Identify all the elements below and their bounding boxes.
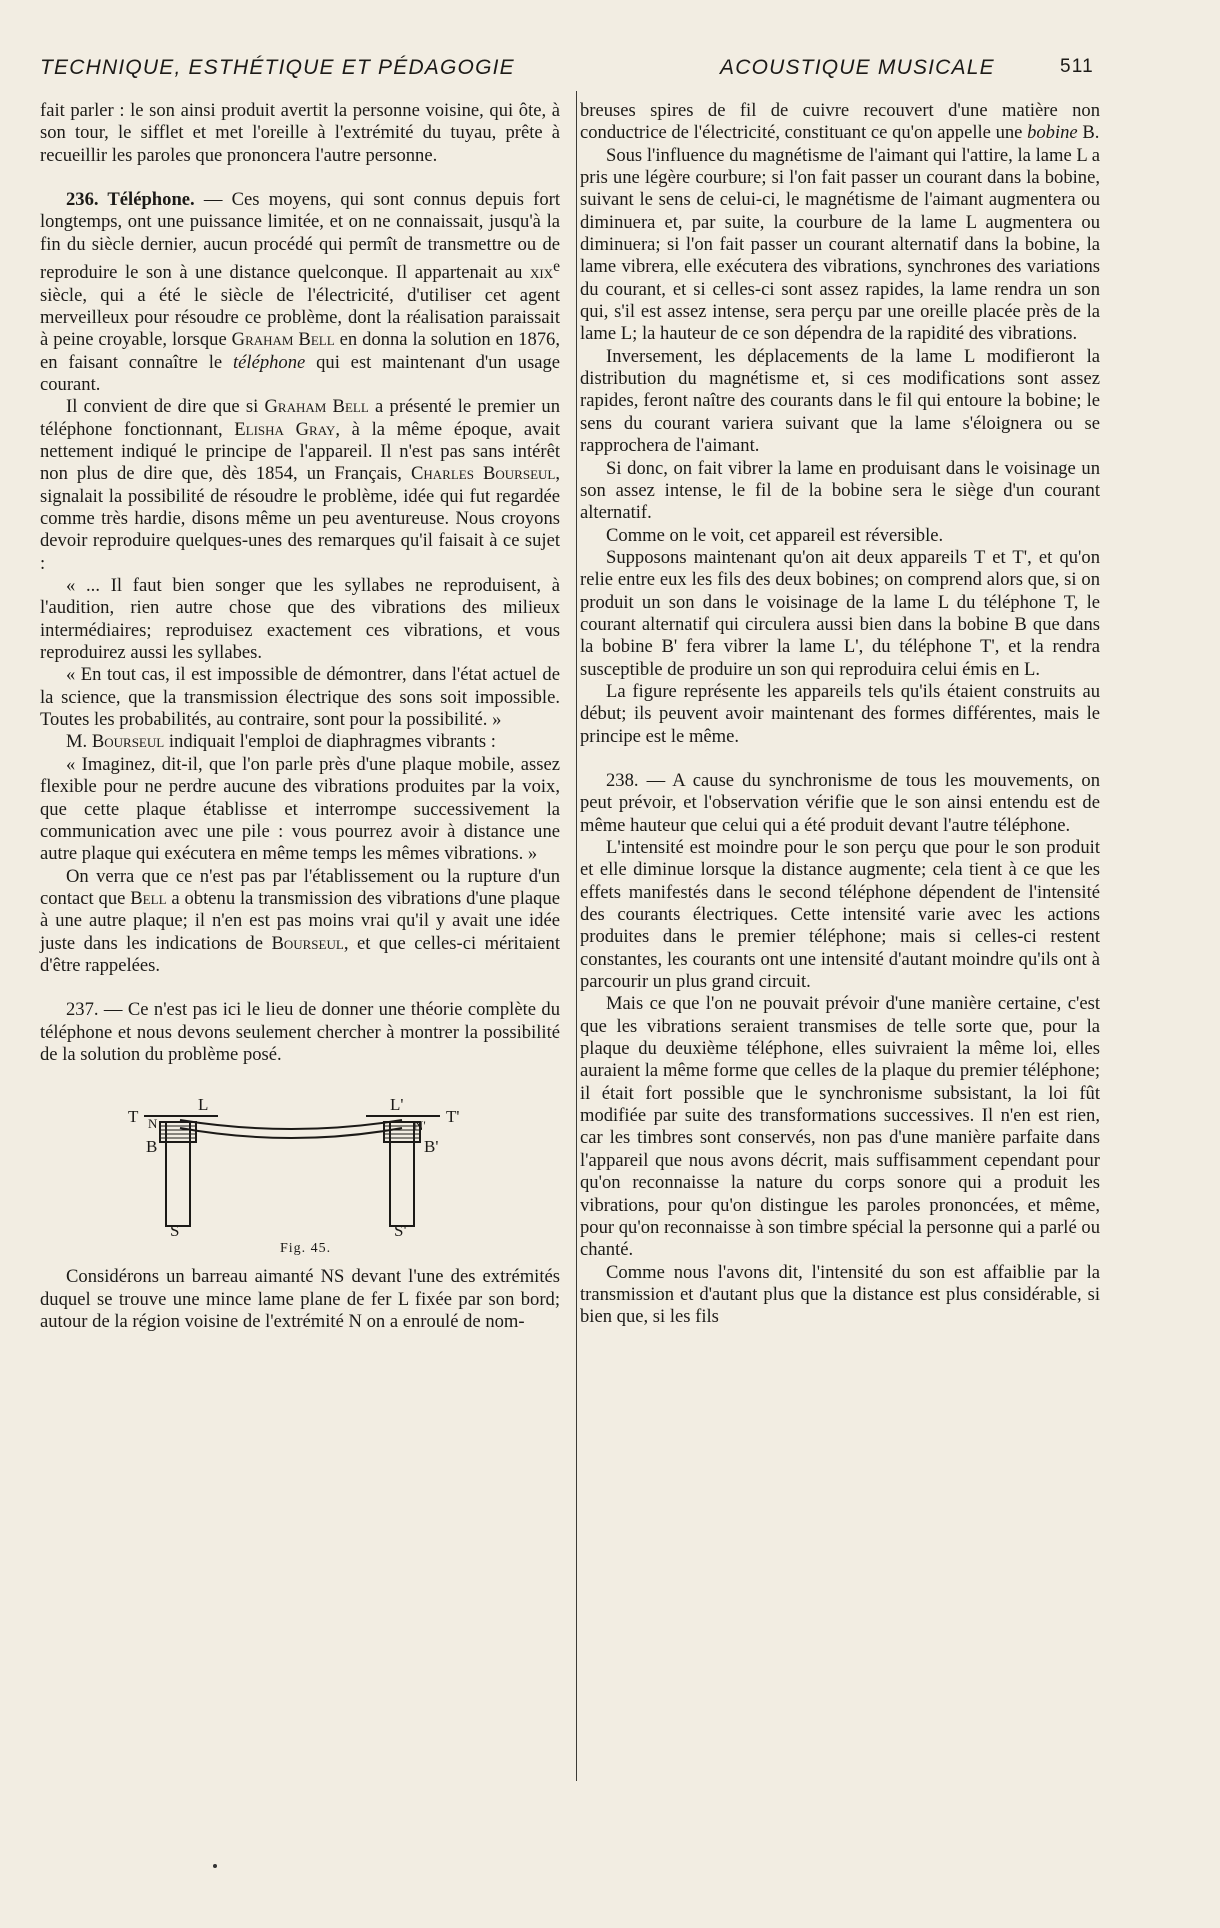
paragraph: Comme on le voit, cet appareil est réversible. bbox=[606, 524, 944, 546]
figure-45-drawing bbox=[40, 1076, 560, 1236]
section-236: 236. Téléphone. — Ces moyens, qui sont connus depuis fort longtemps, ont une puissance limitée, et on ne connaissait, jusqu'à la fin du siècle dernier, aucun procédé qui permît de transmettre ou de reproduire le son à une distance quelconque. Il appartenait au xix$^e$ siècle, qui a été le siècle de l'électricité, d'utiliser cet agent merveilleux pour résoudre ce problème, dont la réalisation paraissait à peine croyable, lorsque Graham Bell en donna la solution en 1876, en faisant connaître le téléphone qui est maintenant d'un usage courant. bbox=[40, 189, 560, 395]
column-divider bbox=[576, 91, 577, 1781]
label-l-prime: L' bbox=[390, 1095, 404, 1115]
label-n-prime: N' bbox=[414, 1118, 426, 1134]
paragraph: Inversement, les déplacements de la lame L modifieront la distribution du magnétisme et, si ces modifications sont assez rapides, feront naître des courants dans le fil qui entoure la bobine; le sens du courant variera suivant que la lame s'éloignera ou se rapprochera de l'aimant. bbox=[580, 345, 1100, 457]
wire-top bbox=[180, 1120, 402, 1129]
page-number: 511 bbox=[1060, 56, 1094, 77]
quote: « Imaginez, dit-il, que l'on parle près d'une plaque mobile, assez flexible pour ne perdre aucune des vibrations produites par la voix, que cette plaque établisse et interrompe successivement la communication avec une pile : vous pourrez avoir à distance une autre plaque qui exécutera en même temps les mêmes vibrations. » bbox=[40, 753, 560, 865]
paragraph: La figure représente les appareils tels qu'ils étaient construits au début; ils peuvent avoir maintenant des formes différentes, mais le principe est le même. bbox=[580, 680, 1100, 747]
person-name: Elisha Gray bbox=[234, 418, 336, 440]
header-left-title: TECHNIQUE, ESTHÉTIQUE ET PÉDAGOGIE bbox=[40, 56, 515, 79]
label-t-prime: T' bbox=[446, 1107, 460, 1127]
paragraph: Supposons maintenant qu'on ait deux appareils T et T', et qu'on relie entre eux les fils des deux bobines; on comprend alors que, si on produit un son dans le voisinage de la lame L du téléphone T, le courant alternatif qui circulera aussi bien dans la bobine B que dans la bobine B' fera vibrer la lame L', du téléphone T', et la rendra susceptible de produire un son qui reproduira celui émis en L. bbox=[580, 546, 1100, 680]
quote: « ... Il faut bien songer que les syllabes ne reproduisent, à l'audition, rien autre chose que des vibrations des milieux intermédiaires; reproduisez exactement ces vibrations, et vous reproduirez aussi les syllabes. bbox=[40, 575, 560, 664]
running-header bbox=[40, 56, 1120, 86]
figure-caption: Fig. 45. bbox=[280, 1241, 332, 1257]
person-name: Graham Bell bbox=[231, 329, 335, 351]
label-s-prime: S' bbox=[394, 1221, 407, 1237]
right-column bbox=[580, 100, 1100, 1329]
paragraph: L'intensité est moindre pour le son perçu que pour le son produit et elle diminue lorsque la distance augmente; cela tient à ce que les effets manifestés dans le second téléphone dépendent de l'intensité des courants électriques. Cette intensité varie avec les actions produites dans le premier téléphone; mais si celles-ci restent constantes, les courants ont une intensité d'autant moindre qu'ils ont à parcourir un plus grand circuit. bbox=[580, 837, 1100, 993]
paragraph: Considérons un barreau aimanté NS devant l'une des extrémités duquel se trouve une mince lame plane de fer L fixée par son bord; autour de la région voisine de l'extrémité N on a enroulé de nom- bbox=[40, 1266, 560, 1332]
telephone-diagram bbox=[40, 1076, 560, 1266]
section-heading: 236. Téléphone. bbox=[66, 189, 195, 211]
person-name: Bell bbox=[130, 887, 167, 909]
label-n: N bbox=[148, 1116, 158, 1132]
paragraph: M. Bourseul indiquait l'emploi de diaphragmes vibrants : bbox=[66, 731, 496, 753]
label-s: S bbox=[170, 1221, 180, 1237]
section-238: 238. — A cause du synchronisme de tous les mouvements, on peut prévoir, et l'observation vérifie que le son ainsi entendu est de même hauteur que celui qui a été produit devant l'autre téléphone. bbox=[580, 769, 1100, 836]
person-name: Bourseul bbox=[271, 932, 344, 954]
paragraph: On verra que ce n'est pas par l'établissement ou la rupture d'un contact que Bell a obtenu la transmission des vibrations d'une plaque à une autre plaque; il n'en est pas moins vrai qu'il y avait une idée juste dans les indications de Bourseul, et que celles-ci méritaient d'être rappelées. bbox=[40, 865, 560, 976]
label-t: T bbox=[128, 1107, 139, 1127]
person-name: Charles Bourseul bbox=[411, 463, 556, 485]
person-name: Graham Bell bbox=[264, 396, 369, 418]
person-name: Bourseul bbox=[91, 731, 165, 753]
label-l: L bbox=[198, 1095, 209, 1115]
paragraph: Sous l'influence du magnétisme de l'aimant qui l'attire, la lame L a pris une légère courbure; si l'on fait passer un courant dans la bobine, suivant le sens de celui-ci, le magnétisme de l'aimant augmentera ou diminuera et, par suite, la courbure de la lame L augmentera ou diminuera; si l'on fait passer un courant alternatif dans la bobine, la lame vibrera, elle exécutera des vibrations, synchrones des variations du courant, et si celles-ci sont assez rapides, la lame rendra un son qui, s'il est assez intense, sera perçu par une oreille placée près de la lame L; la hauteur de ce son dépendra de la rapidité des vibrations. bbox=[580, 144, 1100, 345]
section-237: 237. — Ce n'est pas ici le lieu de donner une théorie complète du téléphone et nous devons seulement chercher à montrer la possibilité de la solution du problème posé. bbox=[40, 999, 560, 1065]
paragraph: Comme nous l'avons dit, l'intensité du son est affaiblie par la transmission et d'autant plus que la distance est plus considérable, si bien que, si les fils bbox=[580, 1261, 1100, 1328]
paragraph: Mais ce que l'on ne pouvait prévoir d'une manière certaine, c'est que les vibrations seraient transmises de telle sorte que, pour la plaque du deuxième téléphone, elles suivraient la même loi, elles auraient la même forme que celles de la plaque du premier téléphone; il était fort possible que le synchronisme subsistant, la loi fût modifiée par suite des transformations successives. Il n'en est rien, car les timbres sont conservés, non pas d'une manière parfaite dans l'appareil que nous avons décrit, mais suffisamment cependant pour qu'on reconnaisse la nature du corps sonore qui a produit les vibrations, pour qu'on distingue les paroles prononcées, et même, pour qu'on reconnaisse à son timbre spécial la personne qui a parlé ou chanté. bbox=[580, 993, 1100, 1261]
paragraph: fait parler : le son ainsi produit avertit la personne voisine, qui ôte, à son tour, le sifflet et met l'oreille à l'extrémité du tuyau, prête à recueillir les paroles que prononcera l'autre personne. bbox=[40, 100, 560, 166]
header-right-title: ACOUSTIQUE MUSICALE bbox=[720, 56, 995, 79]
paragraph: Il convient de dire que si Graham Bell a présenté le premier un téléphone fonctionnant, Elisha Gray, à la même époque, avait nettement indiqué le principe de l'appareil. Il n'est pas sans intérêt non plus de dire que, dès 1854, un Français, Charles Bourseul, signalait la possibilité de résoudre le problème, idée qui fut regardée comme très hardie, disons même un peu aventureuse. Nous croyons devoir reproduire quelques-unes des remarques qu'il faisait à ce sujet : bbox=[40, 396, 560, 574]
print-speck bbox=[213, 1864, 217, 1868]
paragraph: breuses spires de fil de cuivre recouvert d'une matière non conductrice de l'électricité, constituant ce qu'on appelle une bobine B. bbox=[580, 100, 1100, 144]
label-b: B bbox=[146, 1137, 158, 1157]
paragraph: Si donc, on fait vibrer la lame en produisant dans le voisinage un son assez intense, le fil de la bobine sera le siège d'un courant alternatif. bbox=[580, 457, 1100, 524]
quote: « En tout cas, il est impossible de démontrer, dans l'état actuel de la science, que la transmission électrique des sons soit impossible. Toutes les probabilités, au contraire, sont pour la possibilité. » bbox=[40, 664, 560, 731]
label-b-prime: B' bbox=[424, 1137, 439, 1157]
left-column bbox=[40, 100, 560, 1333]
